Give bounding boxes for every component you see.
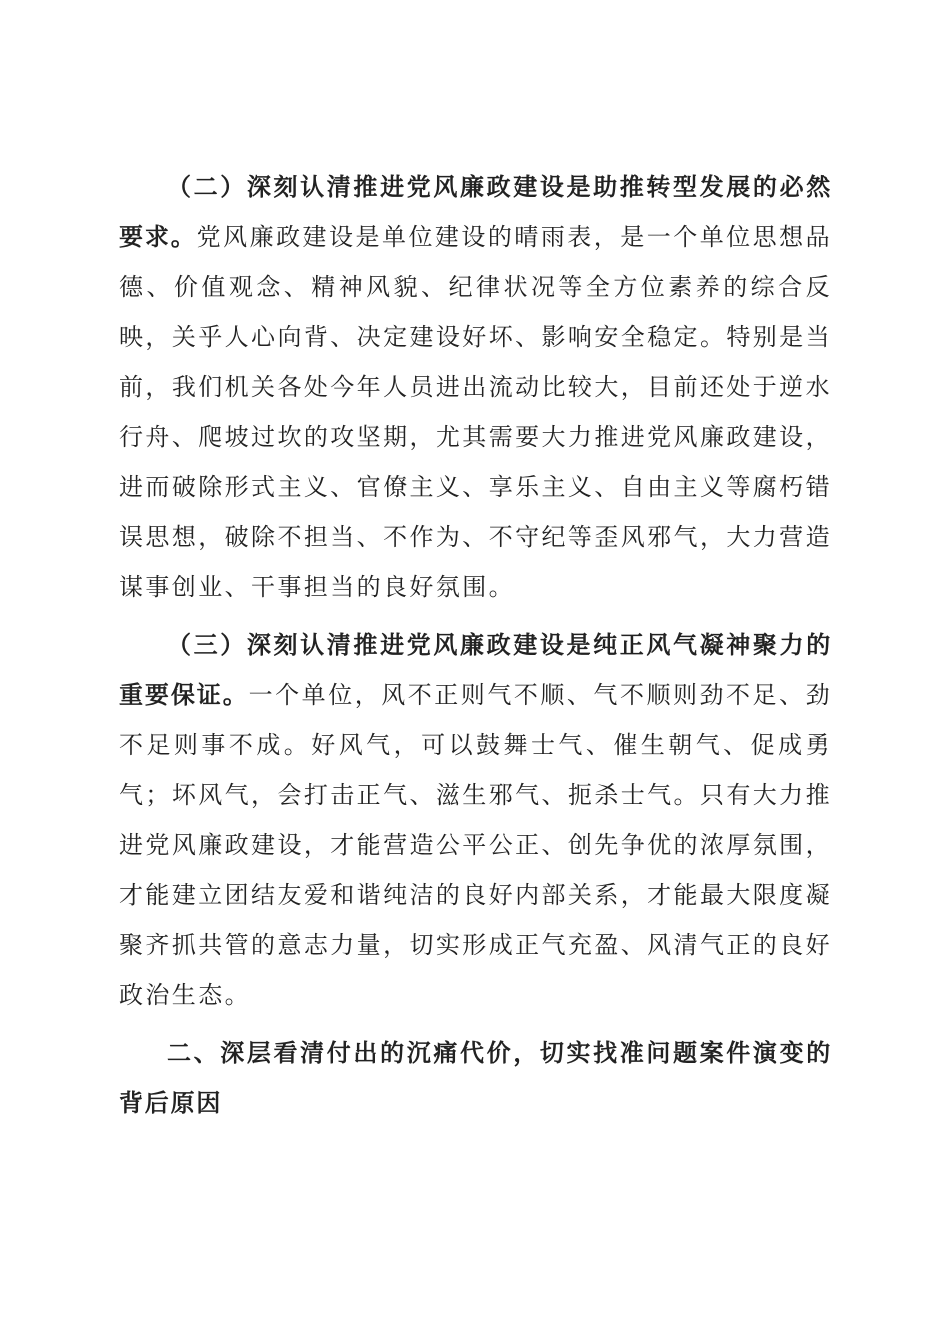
paragraph-lead: （二）深刻认清推进党风廉政建设是助推转型发展的必然要求。 xyxy=(119,173,832,251)
paragraph-2 xyxy=(119,162,832,612)
document-body xyxy=(119,162,832,1136)
paragraph-body: 一个单位，风不正则气不顺、气不顺则劲不足、劲不足则事不成。好风气，可以鼓舞士气、催生朝气、促成勇气；坏风气，会打击正气、滋生邪气、扼杀士气。只有大力推进党风廉政建设，才能营造公平公正、创先争优的浓厚氛围，才能建立团结友爱和谐纯洁的良好内部关系，才能最大限度凝聚齐抓共管的意志力量，切实形成正气充盈、风清气正的良好政治生态。 xyxy=(119,681,832,1009)
paragraph-lead: （三）深刻认清推进党风廉政建设是纯正风气凝神聚力的重要保证。 xyxy=(119,631,832,709)
paragraph-3 xyxy=(119,620,832,1020)
paragraph-body: 党风廉政建设是单位建设的晴雨表，是一个单位思想品德、价值观念、精神风貌、纪律状况等全方位素养的综合反映，关乎人心向背、决定建设好坏、影响安全稳定。特别是当前，我们机关各处今年人员进出流动比较大，目前还处于逆水行舟、爬坡过坎的攻坚期，尤其需要大力推进党风廉政建设，进而破除形式主义、官僚主义、享乐主义、自由主义等腐朽错误思想，破除不担当、不作为、不守纪等歪风邪气，大力营造谋事创业、干事担当的良好氛围。 xyxy=(119,223,832,601)
section-heading: 二、深层看清付出的沉痛代价，切实找准问题案件演变的背后原因 xyxy=(119,1039,832,1117)
